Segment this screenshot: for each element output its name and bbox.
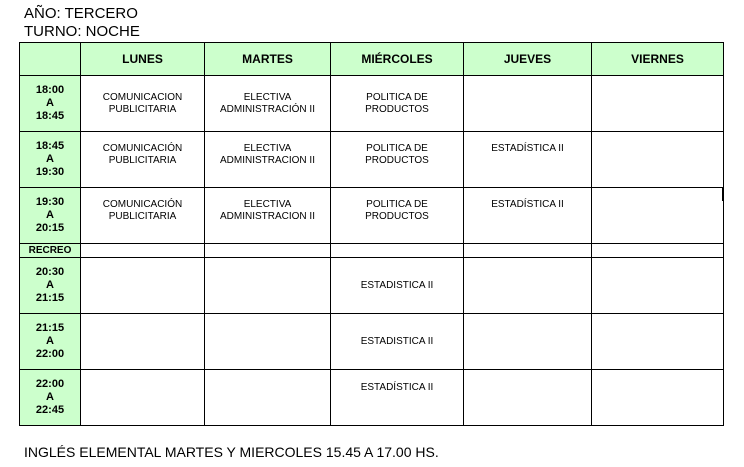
class-cell <box>205 370 331 426</box>
day-header-monday: LUNES <box>81 43 205 76</box>
class-cell: COMUNICACION PUBLICITARIA <box>81 76 205 132</box>
class-cell <box>592 132 724 188</box>
class-cell: ELECTIVA ADMINISTRACIÓN II <box>205 76 331 132</box>
class-cell <box>464 76 592 132</box>
time-slot: 18:00 A 18:45 <box>20 76 81 132</box>
text-cursor-mark <box>722 187 724 201</box>
table-row <box>20 314 724 370</box>
class-cell: ESTADÍSTICA II <box>331 370 464 426</box>
day-header-wednesday: MIÉRCOLES <box>331 43 464 76</box>
class-cell <box>592 76 724 132</box>
class-cell: ELECTIVA ADMINISTRACION II <box>205 132 331 188</box>
day-header-friday: VIERNES <box>592 43 724 76</box>
class-cell: COMUNICACIÓN PUBLICITARIA <box>81 188 205 244</box>
time-slot: 18:45 A 19:30 <box>20 132 81 188</box>
table-row <box>20 132 724 188</box>
footer-note: INGLÉS ELEMENTAL MARTES Y MIERCOLES 15.45 A 17.00 HS. <box>24 444 439 460</box>
day-header-thursday: JUEVES <box>464 43 592 76</box>
year-label: AÑO: TERCERO <box>24 5 138 22</box>
class-cell: POLITICA DE PRODUCTOS <box>331 132 464 188</box>
class-cell <box>464 258 592 314</box>
class-cell <box>592 314 724 370</box>
class-cell: ESTADISTICA II <box>331 314 464 370</box>
break-cell <box>592 244 724 258</box>
class-cell: POLITICA DE PRODUCTOS <box>331 188 464 244</box>
day-header-tuesday: MARTES <box>205 43 331 76</box>
class-cell <box>205 258 331 314</box>
time-slot: 22:00 A 22:45 <box>20 370 81 426</box>
class-cell <box>81 370 205 426</box>
class-cell <box>464 314 592 370</box>
class-cell: ELECTIVA ADMINISTRACION II <box>205 188 331 244</box>
shift-label: TURNO: NOCHE <box>24 23 140 40</box>
class-cell: COMUNICACIÓN PUBLICITARIA <box>81 132 205 188</box>
class-cell: POLITICA DE PRODUCTOS <box>331 76 464 132</box>
table-row <box>20 76 724 132</box>
corner-cell <box>20 43 81 76</box>
class-cell: ESTADÍSTICA II <box>464 188 592 244</box>
table-row <box>20 370 724 426</box>
class-cell <box>205 314 331 370</box>
class-cell <box>81 314 205 370</box>
day-header-row <box>20 43 724 76</box>
break-cell <box>205 244 331 258</box>
class-cell: ESTADISTICA II <box>331 258 464 314</box>
class-cell <box>592 188 724 244</box>
schedule-table <box>19 42 724 426</box>
time-slot: 21:15 A 22:00 <box>20 314 81 370</box>
break-label: RECREO <box>20 244 81 258</box>
table-row <box>20 258 724 314</box>
time-slot: 20:30 A 21:15 <box>20 258 81 314</box>
class-cell <box>81 258 205 314</box>
break-cell <box>331 244 464 258</box>
break-cell <box>81 244 205 258</box>
break-cell <box>464 244 592 258</box>
class-cell <box>592 370 724 426</box>
break-row <box>20 244 724 258</box>
table-row <box>20 188 724 244</box>
class-cell <box>464 370 592 426</box>
class-cell: ESTADÍSTICA II <box>464 132 592 188</box>
class-cell <box>592 258 724 314</box>
time-slot: 19:30 A 20:15 <box>20 188 81 244</box>
